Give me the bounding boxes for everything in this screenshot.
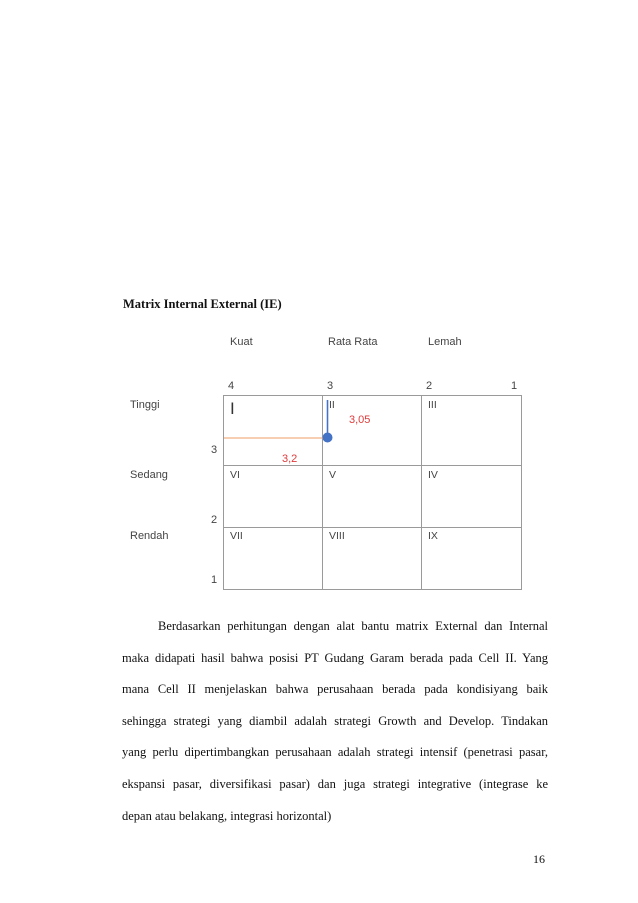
col-header-rata-rata: Rata Rata (328, 336, 378, 348)
cell-label-IV: IV (428, 469, 438, 481)
paragraph-line: yang perlu dipertimbangkan perusahaan adalah strategi intensif (penetrasi pasar, (122, 745, 548, 760)
paragraph-line: depan atau belakang, integrasi horizontal) (122, 808, 332, 823)
section-heading: Matrix Internal External (IE) (123, 297, 282, 311)
cell-label-VI: VI (230, 469, 240, 481)
ife-value: 3,2 (282, 453, 298, 465)
cell-label-III: III (428, 399, 437, 411)
cell-label-I: I (230, 399, 235, 418)
row-header-sedang: Sedang (130, 469, 168, 481)
x-tick-4: 4 (228, 380, 235, 392)
paragraph-line: sehingga strategi yang diambil adalah strategi Growth and Develop. Tindakan (122, 713, 548, 728)
x-tick-1: 1 (511, 380, 518, 392)
y-tick-3: 3 (211, 444, 218, 456)
col-header-lemah: Lemah (428, 336, 462, 348)
body-paragraph (122, 611, 548, 832)
paragraph-line: maka didapati hasil bahwa posisi PT Gudang Garam berada pada Cell II. Yang (122, 650, 548, 665)
cell-label-VIII: VIII (329, 530, 345, 542)
paragraph-line: ekspansi pasar, diversifikasi pasar) dan juga strategi integrative (integrase ke (122, 776, 548, 791)
x-tick-2: 2 (426, 380, 433, 392)
y-tick-2: 2 (211, 514, 218, 526)
row-header-rendah: Rendah (130, 530, 169, 542)
paragraph-line: Berdasarkan perhitungan dengan alat bantu matrix External dan Internal (158, 619, 548, 633)
cell-label-V: V (329, 469, 337, 481)
efe-value: 3,05 (349, 414, 371, 426)
cell-label-VII: VII (230, 530, 243, 542)
cell-label-II: II (329, 399, 335, 411)
paragraph-line: mana Cell II menjelaskan bahwa perusahaan berada pada kondisiyang baik (122, 682, 548, 697)
y-tick-1: 1 (211, 574, 218, 586)
row-header-tinggi: Tinggi (130, 399, 160, 411)
page-number: 16 (533, 852, 545, 866)
grid-outer (224, 396, 522, 590)
position-point (323, 433, 333, 443)
col-header-kuat: Kuat (230, 336, 253, 348)
cell-label-IX: IX (428, 530, 438, 542)
x-tick-3: 3 (327, 380, 334, 392)
